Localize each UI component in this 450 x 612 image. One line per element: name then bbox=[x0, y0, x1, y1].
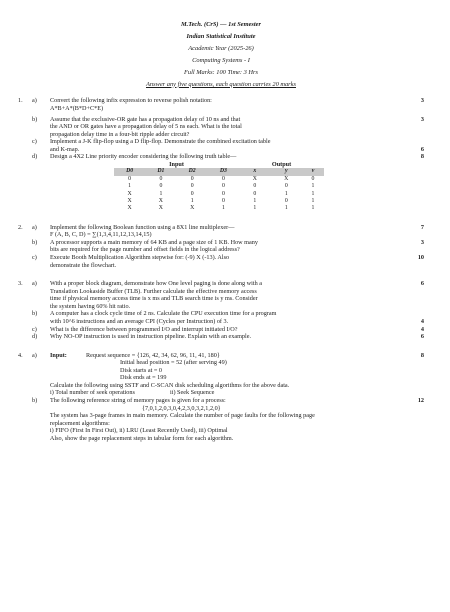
table-header-cell: y bbox=[271, 168, 302, 175]
question-text: demonstrate the flowchart. bbox=[50, 261, 117, 269]
sub-item: i) Total number of seek operations bbox=[50, 389, 135, 397]
table-cell: 0 bbox=[190, 175, 194, 182]
question-number: 3. bbox=[18, 280, 23, 288]
table-cell: X bbox=[158, 205, 163, 212]
table-cell: 1 bbox=[284, 205, 288, 212]
marks: 7 bbox=[420, 223, 424, 231]
table-cell: 1 bbox=[190, 197, 194, 204]
question-text: time if physical memory access time is x ms and TLB search time is y ms. Consider bbox=[50, 295, 258, 303]
table-cell: 0 bbox=[159, 183, 163, 190]
disk-end: Disk ends at = 199 bbox=[120, 374, 167, 382]
reference-string: {7,0,1,2,0,3,0,4,2,3,0,3,2,1,2,0} bbox=[142, 404, 221, 412]
part-label: b) bbox=[32, 238, 38, 246]
part-label: c) bbox=[32, 138, 37, 146]
table-cell: 0 bbox=[311, 175, 315, 182]
marks-time: Full Marks: 100 Time: 3 Hrs bbox=[183, 68, 259, 76]
marks: 6 bbox=[420, 333, 424, 341]
marks: 3 bbox=[420, 115, 424, 123]
question-text: the system having 60% hit ratio. bbox=[50, 302, 131, 310]
table-header-cell: D1 bbox=[145, 168, 176, 175]
table-cell: 1 bbox=[311, 205, 315, 212]
table-cell: 0 bbox=[128, 175, 132, 182]
question-text: Translation Lookaside Buffer (TLB). Further calculate the effective memory access bbox=[50, 287, 257, 295]
table-cell: 0 bbox=[159, 175, 163, 182]
part-label: a) bbox=[32, 351, 37, 359]
table-row bbox=[114, 176, 324, 183]
table-row bbox=[114, 191, 324, 198]
sub-item: ii) Seek Sequence bbox=[170, 389, 215, 397]
table-cell: 0 bbox=[221, 197, 225, 204]
truth-table bbox=[114, 161, 324, 213]
academic-year: Academic Year (2025-26) bbox=[188, 44, 254, 52]
table-cell: X bbox=[127, 205, 132, 212]
question-number: 4. bbox=[18, 351, 23, 359]
table-header-cell: v bbox=[302, 168, 324, 175]
question-text: the AND or OR gates have a propagation delay of 5 ns each. What is the total bbox=[50, 123, 242, 131]
table-cell: X bbox=[127, 197, 132, 204]
question-1 bbox=[18, 97, 424, 212]
marks: 10 bbox=[417, 254, 424, 262]
question-text: Assume that the exclusive-OR gate has a propagation delay of 10 ns and that bbox=[50, 115, 241, 123]
table-cell: 1 bbox=[311, 190, 315, 197]
marks: 6 bbox=[420, 280, 424, 288]
marks: 6 bbox=[420, 146, 424, 154]
table-group-input: Input bbox=[169, 160, 184, 168]
table-cell: 0 bbox=[253, 190, 257, 197]
course-name: Computing Systems - I bbox=[192, 56, 250, 64]
table-cell: X bbox=[158, 197, 163, 204]
table-row bbox=[114, 198, 324, 205]
part-label: a) bbox=[32, 223, 37, 231]
table-header-cell: D0 bbox=[114, 168, 145, 175]
table-cell: 0 bbox=[190, 190, 194, 197]
question-number: 2. bbox=[18, 223, 23, 231]
table-cell: 0 bbox=[284, 183, 288, 190]
table-cell: 0 bbox=[221, 190, 225, 197]
question-text: with 10^6 instructions and an average CPI (Cycles per Instruction) of 3. bbox=[50, 317, 229, 325]
part-label: a) bbox=[32, 280, 37, 288]
part-label: b) bbox=[32, 397, 38, 405]
table-cell: 1 bbox=[253, 197, 257, 204]
marks: 4 bbox=[420, 318, 424, 326]
question-text: Execute Booth Multiplication Algorithm stepwise for: (-9) X (-13). Also bbox=[50, 254, 230, 262]
question-text: Design a 4X2 Line priority encoder considering the following truth table— bbox=[50, 153, 237, 161]
table-header-cell: D3 bbox=[208, 168, 239, 175]
question-text: i) FIFO (First In First Out), ii) LRU (Least Recently Used), iii) Optimal bbox=[49, 427, 228, 435]
question-4 bbox=[18, 352, 424, 443]
table-cell: 1 bbox=[284, 190, 288, 197]
question-2 bbox=[18, 224, 424, 269]
table-cell: 1 bbox=[128, 183, 132, 190]
table-cell: 1 bbox=[311, 183, 315, 190]
boolean-function: F (A, B, C, D) = ∑(1,3,4,11,12,13,14,15) bbox=[50, 231, 152, 239]
institute-name: Indian Statistical Institute bbox=[186, 32, 256, 40]
part-label: c) bbox=[32, 325, 37, 333]
table-cell: 1 bbox=[311, 197, 315, 204]
question-text: Implement a J-K flip-flop using a D flip-flop. Demonstrate the combined excitation table bbox=[50, 138, 271, 146]
table-header-row bbox=[114, 168, 324, 175]
table-cell: X bbox=[190, 205, 195, 212]
marks: 4 bbox=[420, 325, 424, 333]
question-text: Convert the following infix expression to reverse polish notation: bbox=[50, 97, 212, 105]
marks: 12 bbox=[417, 397, 424, 405]
question-text: replacement algorithms: bbox=[49, 419, 110, 427]
question-text: bits are required for the page number and offset fields in the logical address? bbox=[50, 246, 240, 254]
table-cell: X bbox=[252, 175, 257, 182]
request-sequence: Request sequence = {126, 42, 34, 62, 96, 11, 41, 180} bbox=[86, 351, 220, 359]
disk-start: Disk starts at = 0 bbox=[120, 366, 162, 374]
table-header-cell: x bbox=[239, 168, 270, 175]
table-row bbox=[114, 205, 324, 212]
table-cell: 0 bbox=[221, 175, 225, 182]
question-3 bbox=[18, 280, 424, 341]
program-title: M.Tech. (CrS) — 1st Semester bbox=[180, 21, 261, 28]
part-label: b) bbox=[32, 115, 38, 123]
table-cell: 1 bbox=[253, 205, 257, 212]
question-text: and K-map. bbox=[50, 145, 80, 153]
table-cell: 0 bbox=[221, 183, 225, 190]
question-number: 1. bbox=[18, 97, 23, 105]
table-row bbox=[114, 183, 324, 190]
question-text: Calculate the following using SSTF and C-SCAN disk scheduling algorithms for the above data. bbox=[50, 381, 290, 389]
question-text: The following reference string of memory pages is given for a process: bbox=[50, 397, 226, 405]
marks: 8 bbox=[420, 153, 424, 161]
question-text: A processor supports a main memory of 64 KB and a page size of 1 KB. How many bbox=[50, 238, 258, 246]
instruction-text: Answer any five questions, each question carries 20 marks bbox=[146, 80, 296, 88]
question-text: Also, show the page replacement steps in tabular form for each algorithm. bbox=[49, 434, 234, 442]
table-cell: 1 bbox=[159, 190, 163, 197]
part-label: d) bbox=[32, 153, 38, 161]
marks: 3 bbox=[420, 238, 424, 246]
exam-header bbox=[18, 22, 424, 88]
table-cell: 1 bbox=[221, 205, 225, 212]
table-group-output: Output bbox=[271, 160, 292, 168]
question-text: propagation delay time in a four-bit ripple adder circuit? bbox=[50, 130, 190, 138]
part-label: d) bbox=[32, 333, 38, 341]
question-text: With a proper block diagram, demonstrate how One level paging is done along with a bbox=[50, 280, 262, 288]
part-label: b) bbox=[32, 310, 38, 318]
table-cell: 0 bbox=[284, 197, 288, 204]
question-text: Why NO-OP instruction is used in instruction pipeline. Explain with an example. bbox=[50, 333, 252, 341]
marks: 8 bbox=[420, 351, 424, 359]
question-text: The system has 3-page frames in main memory. Calculate the number of page faults for the following page bbox=[49, 412, 315, 420]
part-label: a) bbox=[32, 97, 37, 105]
head-position: Initial head position = 52 (after serving 49) bbox=[120, 359, 227, 367]
table-cell: 0 bbox=[253, 183, 257, 190]
part-label: c) bbox=[32, 254, 37, 262]
question-text: A computer has a clock cycle time of 2 ns. Calculate the CPU execution time for a program bbox=[50, 310, 277, 318]
question-text: What is the difference between programmed I/O and interrupt initiated I/O? bbox=[50, 325, 238, 333]
question-text: Implement the following Boolean function using a 8X1 line multiplexer— bbox=[50, 223, 235, 231]
table-header-cell: D2 bbox=[177, 168, 208, 175]
table-cell: X bbox=[284, 175, 289, 182]
table-cell: X bbox=[127, 190, 132, 197]
expression: A*B+A*(B*D+C*E) bbox=[50, 105, 104, 112]
table-cell: 0 bbox=[190, 183, 194, 190]
input-label: Input: bbox=[50, 351, 67, 359]
marks: 3 bbox=[420, 97, 424, 105]
